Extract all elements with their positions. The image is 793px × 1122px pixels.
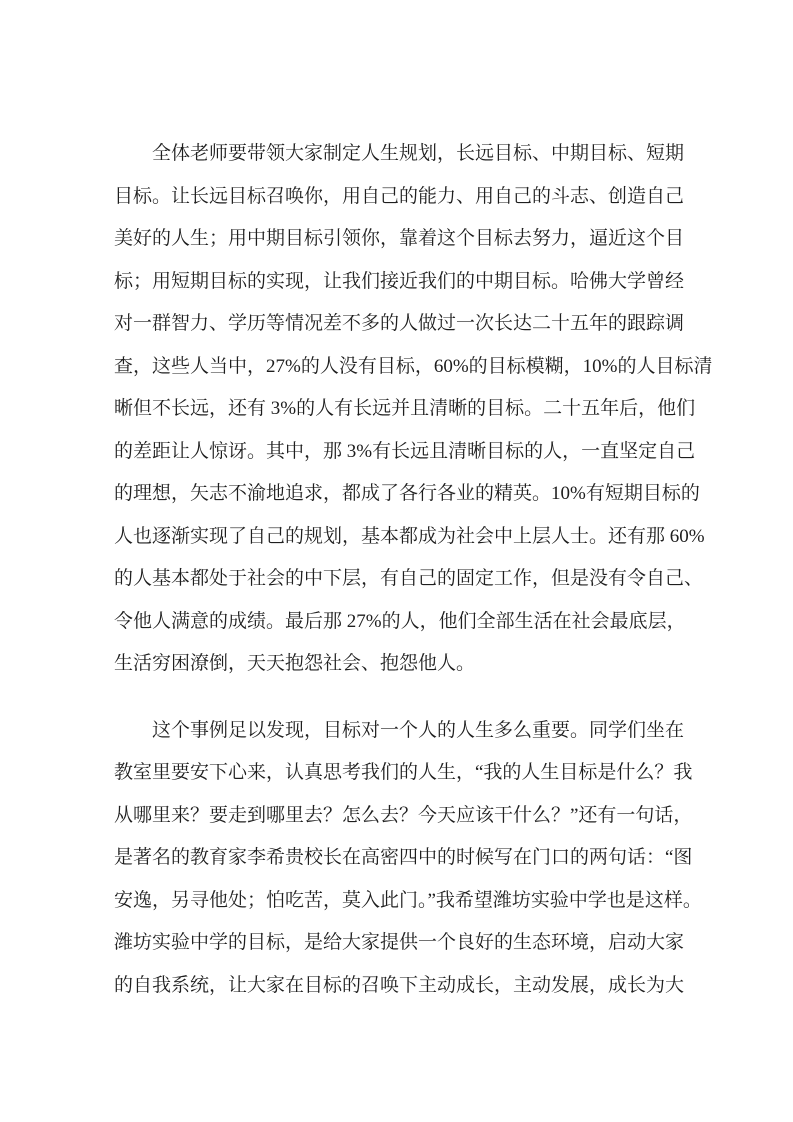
document-body [114,133,713,1031]
text-line: 安逸，另寻他处；怕吃苦，莫入此门。”我希望潍坊实验中学也是这样。 [114,889,702,911]
text-line: 人也逐渐实现了自己的规划，基本都成为社会中上层人士。还有那 60% [114,525,705,547]
text-line: 的自我系统，让大家在目标的召唤下主动成长，主动发展，成长为大 [114,974,685,996]
text-line: 目标。让长远目标召唤你，用自己的能力、用自己的斗志、创造自己 [114,185,685,207]
text-line: 潍坊实验中学的目标，是给大家提供一个良好的生态环境，启动大家 [114,932,685,953]
text-line: 的差距让人惊讶。其中，那 3%有长远且清晰目标的人，一直坚定自己 [114,440,696,462]
text-line: 是著名的教育家李希贵校长在高密四中的时候写在门口的两句话：“图 [114,847,693,868]
paragraph [114,133,713,686]
text-line: 从哪里来？要走到哪里去？怎么去？今天应该干什么？”还有一句话， [114,804,693,826]
text-line: 这个事例足以发现，目标对一个人的人生多么重要。同学们坐在 [152,719,685,741]
text-line: 令他人满意的成绩。最后那 27%的人，他们全部生活在社会最底层， [114,610,686,632]
text-line: 对一群智力、学历等情况差不多的人做过一次长达二十五年的跟踪调 [114,313,685,334]
text-line: 生活穷困潦倒，天天抱怨社会、抱怨他人。 [114,653,476,674]
text-line: 查，这些人当中，27%的人没有目标，60%的目标模糊，10%的人目标清 [114,355,713,377]
text-line: 的理想，矢志不渝地追求，都成了各行各业的精英。10%有短期目标的 [114,483,700,504]
text-line: 标；用短期目标的实现，让我们接近我们的中期目标。哈佛大学曾经 [114,270,685,292]
paragraph [114,710,702,1008]
text-line: 的人基本都处于社会的中下层，有自己的固定工作，但是没有令自己、 [114,568,704,589]
text-line: 美好的人生；用中期目标引领你，靠着这个目标去努力，逼近这个目 [114,228,685,249]
text-line: 教室里要安下心来，认真思考我们的人生，“我的人生目标是什么？我 [114,762,693,783]
text-line: 晰但不长远，还有 3%的人有长远并且清晰的目标。二十五年后，他们 [114,398,696,419]
text-line: 全体老师要带领大家制定人生规划，长远目标、中期目标、短期 [152,143,685,164]
